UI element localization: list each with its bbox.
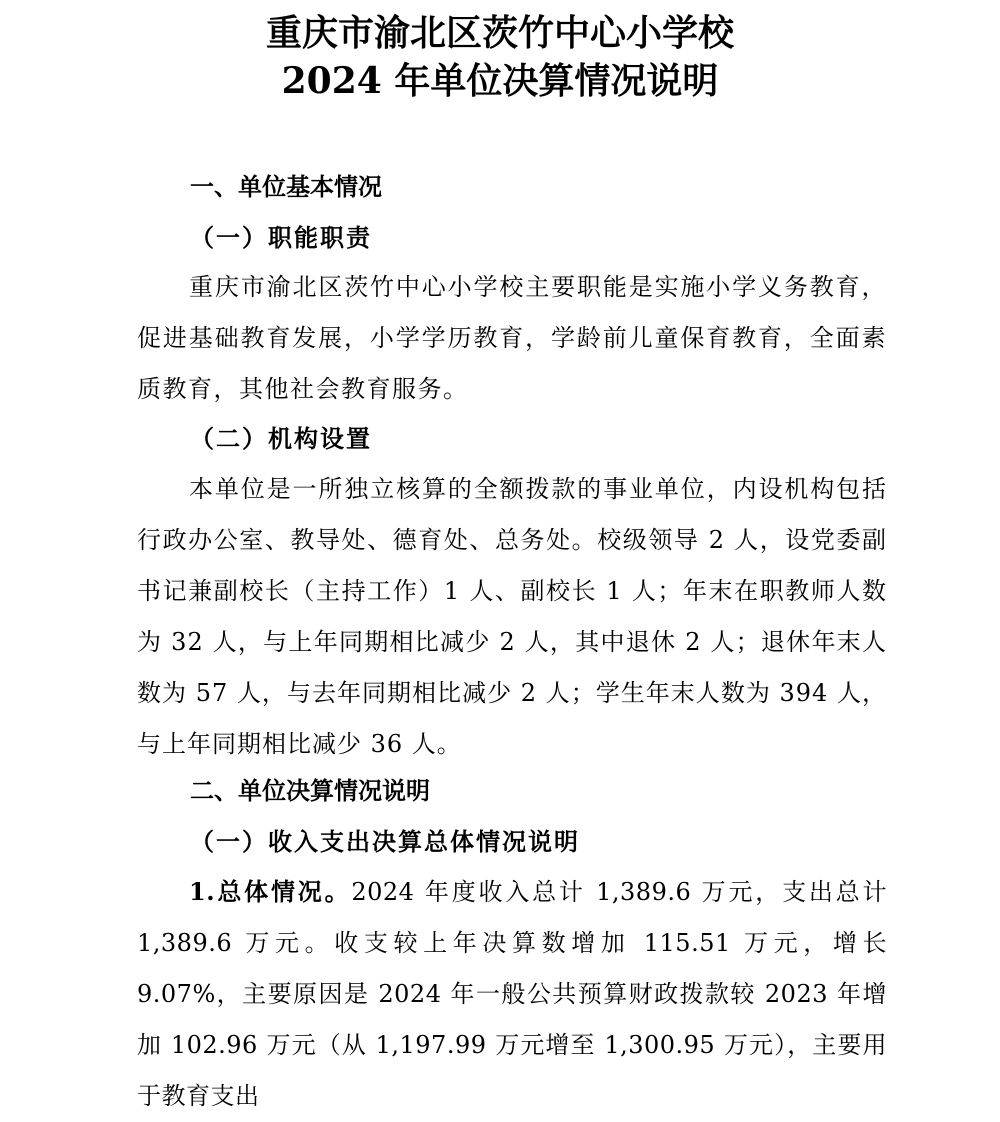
paragraph-duties: 重庆市渝北区茨竹中心小学校主要职能是实施小学义务教育，促进基础教育发展，小学学历教育，学龄前儿童保育教育，全面素质教育，其他社会教育服务。: [137, 273, 887, 403]
subsection-heading-organization: （二）机构设置: [190, 424, 372, 453]
subsection-heading-income-expenditure: （一）收入支出决算总体情况说明: [190, 827, 580, 856]
document-subtitle: 2024 年单位决算情况说明: [281, 60, 719, 102]
document-title: 重庆市渝北区茨竹中心小学校: [265, 12, 734, 54]
subsection-heading-duties: （一）职能职责: [190, 223, 372, 252]
section-heading-basic-info: 一、单位基本情况: [190, 172, 382, 201]
paragraph-overall-situation: [137, 866, 887, 1122]
paragraph-lead: 1.总体情况。: [189, 877, 352, 906]
section-heading-final-accounts: 二、单位决算情况说明: [190, 776, 430, 805]
paragraph-organization: 本单位是一所独立核算的全额拨款的事业单位，内设机构包括行政办公室、教导处、德育处、总务处。校级领导 2 人，设党委副书记兼副校长（主持工作）1 人、副校长 1 人；年末在职教师人数为 32 人，与上年同期相比减少 2 人，其中退休 2 人；退休年末人数为 57 人，与去年同期相比减少 2 人；学生年末人数为 394 人，与上年同期相比减少 36 人。: [137, 475, 887, 758]
paragraph-body: 2024 年度收入总计 1,389.6 万元，支出总计 1,389.6 万元。收支较上年决算数增加 115.51 万元，增长 9.07%，主要原因是 2024 年一般公共预算财政拨款较 2023 年增加 102.96 万元（从 1,197.99 万元增至 1,300.95 万元），主要用于教育支出: [137, 878, 887, 1110]
